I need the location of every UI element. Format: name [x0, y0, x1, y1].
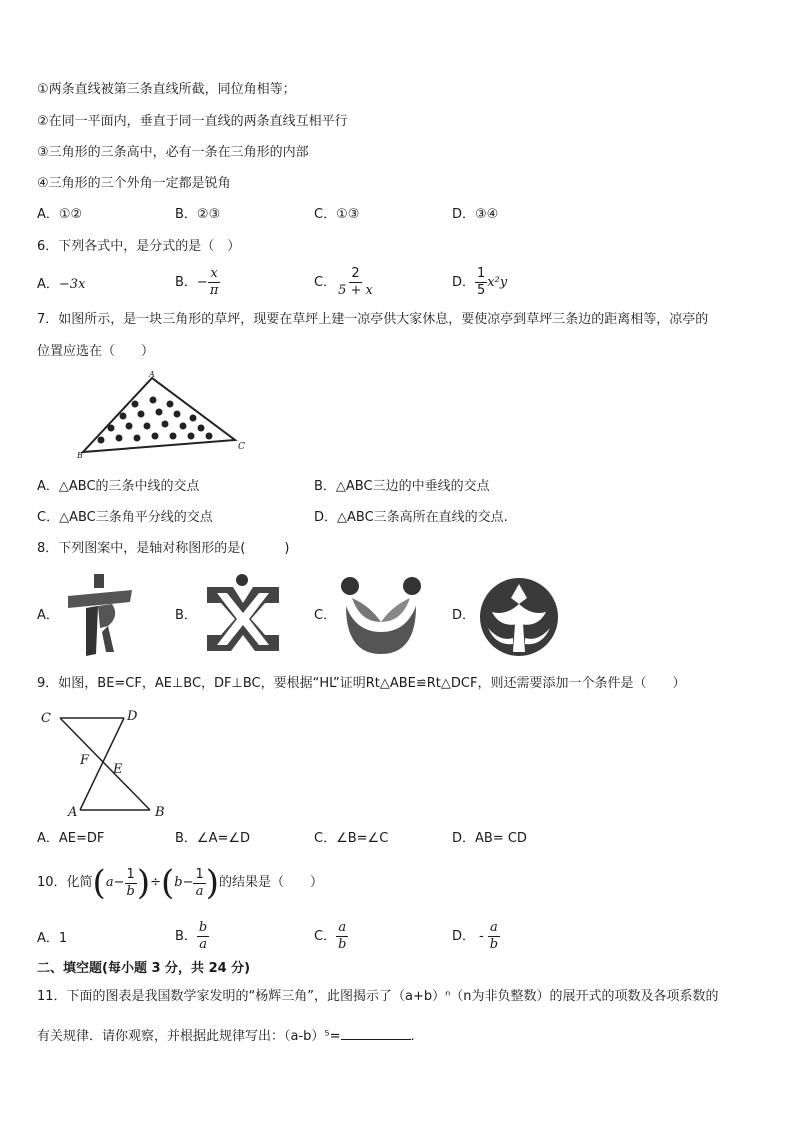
q6-option-a[interactable] [37, 275, 85, 295]
q9-stem: 9．如图，BE=CF，AE⊥BC，DF⊥BC，要根据“HL”证明Rt△ABE≌Rt△DCF，则还需要添加一个条件是（ ） [37, 676, 686, 691]
q10-option-b[interactable] [175, 920, 209, 953]
answer-blank[interactable] [341, 1025, 411, 1040]
q8-option-d-label[interactable]: D． [452, 608, 476, 623]
left-paren: ( [92, 863, 106, 903]
q10-frac-1-over-a [193, 867, 205, 900]
grass-pattern [98, 397, 213, 444]
q9-option-d[interactable]: D．AB= CD [452, 831, 527, 846]
q10-option-c[interactable] [314, 920, 348, 953]
option-label: B． [175, 275, 197, 290]
statement-4: ④三角形的三个外角一定都是锐角 [37, 176, 231, 191]
q10-stem [37, 863, 324, 903]
q7-option-b[interactable]: B．△ABC三边的中垂线的交点 [314, 479, 490, 494]
q10-d-fraction [488, 920, 500, 953]
q8-stem: 8．下列图案中，是轴对称图形的是( ) [37, 541, 290, 556]
numerator: x [210, 266, 218, 281]
q6-stem: 6．下列各式中，是分式的是（ ） [37, 239, 241, 254]
left-paren: ( [160, 863, 175, 903]
statement-1: ①两条直线被第三条直线所截，同位角相等； [37, 82, 296, 97]
denominator: π [209, 283, 219, 298]
numerator: a [490, 920, 498, 935]
var-a: a [105, 875, 114, 890]
option-label: D． [452, 275, 476, 290]
option-label: A． [37, 277, 59, 292]
lawn-label-b: B [77, 451, 83, 460]
q10-c-fraction [336, 920, 348, 953]
option-label: B． [175, 928, 197, 944]
q6-d-fraction [475, 266, 487, 299]
q8-logo-b-icon[interactable] [203, 573, 283, 659]
q8-logo-c-icon[interactable] [340, 576, 422, 658]
q7-stem-line2: 位置应选在（ ） [37, 344, 155, 359]
q7-stem-line1: 7．如图所示，是一块三角形的草坪，现要在草坪上建一凉亭供大家休息，要使凉亭到草坪三条边的距离相等，凉亭的 [37, 312, 709, 327]
numerator: 1 [477, 266, 486, 281]
q11-line2 [37, 1025, 415, 1047]
denominator: a [195, 883, 204, 899]
section-heading: 二、填空题(每小题 3 分，共 24 分) [37, 961, 251, 976]
denominator: b [338, 937, 347, 952]
q10-option-a[interactable]: A．1 [37, 931, 68, 946]
divide-sign: ÷ [150, 875, 161, 890]
q6-option-c[interactable] [314, 266, 375, 299]
statement-2: ②在同一平面内，垂直于同一直线的两条直线互相平行 [37, 114, 348, 129]
q10-stem-suffix: 的结果是（ ） [219, 875, 324, 890]
numerator: 1 [126, 866, 135, 882]
denominator: 5 + x [338, 283, 373, 298]
q6-b-fraction [208, 266, 221, 299]
q5-option-d[interactable]: D．③④ [452, 207, 499, 222]
statement-3: ③三角形的三条高中，必有一条在三角形的内部 [37, 145, 309, 160]
q10-b-fraction [197, 920, 209, 953]
q5-option-b[interactable]: B．②③ [175, 207, 221, 222]
q9-option-a[interactable]: A．AE=DF [37, 831, 105, 846]
q9-label-f: F [80, 753, 90, 768]
q7-option-c[interactable]: C．△ABC三条角平分线的交点 [37, 510, 213, 525]
minus-sign: − [113, 875, 125, 890]
q6-option-b[interactable] [175, 266, 220, 299]
denominator: a [199, 937, 207, 952]
q9-option-b[interactable]: B．∠A=∠D [175, 831, 251, 846]
q9-label-c: C [41, 711, 51, 726]
denominator: b [489, 937, 499, 952]
minus-sign: - [479, 928, 484, 944]
q5-option-a[interactable]: A．①② [37, 207, 83, 222]
numerator: 1 [195, 866, 204, 882]
q6-option-d[interactable] [452, 266, 507, 299]
option-label: D． [452, 928, 476, 944]
q10-stem-prefix: 10．化简 [37, 875, 93, 890]
q11-line1: 11．下面的图表是我国数学家发明的“杨辉三角”，此图揭示了（a+b）ⁿ（n为非负整数）的展开式的项数及各项系数的 [37, 989, 719, 1004]
q11-period: . [410, 1029, 415, 1044]
numerator: a [338, 920, 347, 935]
q8-logo-a-icon[interactable] [64, 572, 136, 658]
q6-a-expression: −3x [58, 277, 86, 292]
q5-option-c[interactable]: C．①③ [314, 207, 360, 222]
q7-option-d[interactable]: D．△ABC三条高所在直线的交点. [314, 510, 508, 525]
right-paren: ) [136, 863, 151, 903]
q10-frac-1-over-b [124, 867, 136, 900]
var-b: b [174, 875, 183, 890]
option-label: C． [314, 275, 337, 290]
q9-label-d: D [127, 709, 138, 724]
q9-label-b: B [155, 805, 165, 820]
q8-option-a-label[interactable]: A． [37, 608, 59, 623]
numerator: 2 [351, 266, 360, 281]
q9-label-e: E [113, 762, 123, 777]
right-paren: ) [205, 863, 220, 903]
minus-sign: − [182, 875, 194, 890]
q11-prompt: 有关规律．请你观察，并根据此规律写出：（a-b）⁵= [37, 1029, 341, 1044]
q6-d-tail: x²y [487, 275, 508, 290]
lawn-label-c: C [238, 442, 245, 452]
q9-option-c[interactable]: C．∠B=∠C [314, 831, 389, 846]
denominator: 5 [477, 283, 486, 298]
q8-option-c-label[interactable]: C． [314, 608, 337, 623]
q7-option-a[interactable]: A．△ABC的三条中线的交点 [37, 479, 200, 494]
lawn-triangle-figure [75, 370, 245, 462]
q8-option-b-label[interactable]: B． [175, 608, 197, 623]
denominator: b [126, 883, 135, 899]
minus-sign: − [196, 275, 208, 290]
q9-label-a: A [68, 805, 78, 820]
q8-logo-d-icon[interactable] [478, 576, 560, 658]
q10-option-d[interactable] [452, 920, 500, 953]
numerator: b [198, 920, 208, 935]
lawn-label-a: A [149, 370, 155, 379]
q6-c-fraction [336, 266, 375, 299]
option-label: C． [314, 928, 337, 944]
